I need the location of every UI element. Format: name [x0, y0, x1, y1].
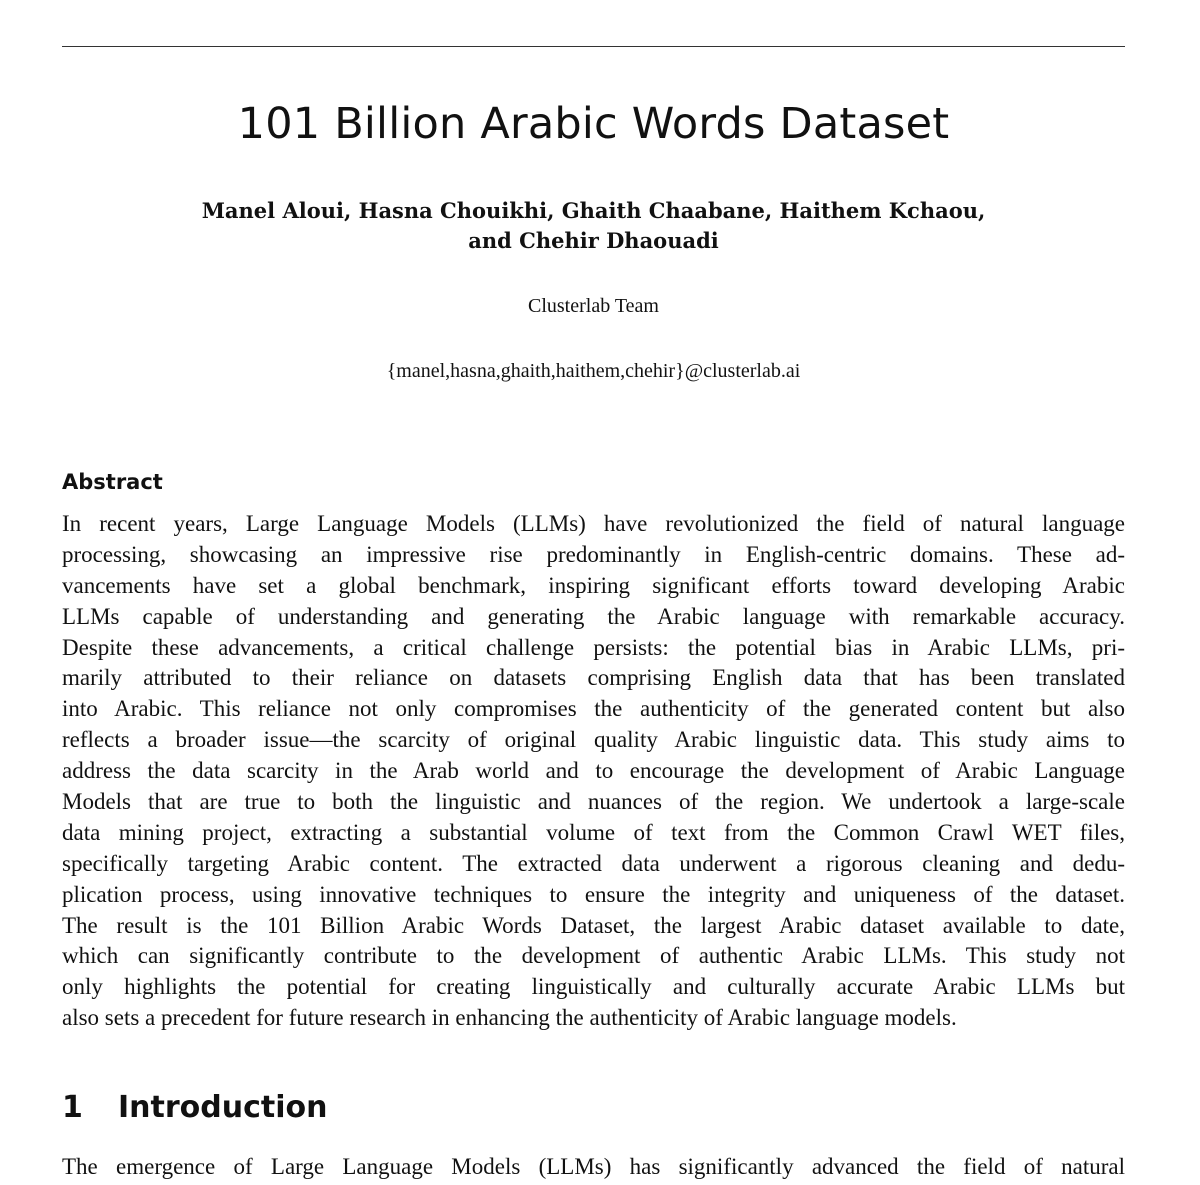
abstract-line: Models that are true to both the linguistic and nuances of the region. We undertook a large-scale: [62, 789, 1125, 815]
abstract-line: reflects a broader issue—the scarcity of original quality Arabic linguistic data. This study aims to: [62, 727, 1125, 753]
abstract-line: address the data scarcity in the Arab world and to encourage the development of Arabic Language: [62, 758, 1125, 784]
paper-title: 101 Billion Arabic Words Dataset: [237, 99, 950, 149]
abstract-line: specifically targeting Arabic content. The extracted data underwent a rigorous cleaning and dedu-: [62, 850, 1125, 876]
paper-page: [62, 0, 1125, 1185]
abstract-line: processing, showcasing an impressive rise predominantly in English-centric domains. These ad-: [62, 541, 1125, 567]
abstract-line: data mining project, extracting a substantial volume of text from the Common Crawl WET files,: [62, 819, 1125, 845]
abstract-line: only highlights the potential for creating linguistically and culturally accurate Arabic LLMs but: [62, 974, 1125, 1000]
abstract-line: plication process, using innovative techniques to ensure the integrity and uniqueness of the dataset.: [62, 881, 1125, 907]
introduction-line: The emergence of Large Language Models (LLMs) has significantly advanced the field of natural: [62, 1154, 1125, 1179]
top-rule: [62, 46, 1125, 47]
authors-line-2: and Chehir Dhaouadi: [468, 228, 719, 253]
abstract-line: marily attributed to their reliance on datasets comprising English data that has been translated: [62, 665, 1125, 691]
abstract-line: into Arabic. This reliance not only compromises the authenticity of the generated content but also: [62, 696, 1125, 722]
section-heading-introduction: [62, 1088, 327, 1128]
introduction-body: [62, 1152, 1125, 1183]
abstract-heading: Abstract: [62, 470, 163, 494]
section-number: 1: [62, 1090, 83, 1125]
authors-line-1: Manel Aloui, Hasna Chouikhi, Ghaith Chaabane, Haithem Kchaou,: [201, 198, 986, 223]
section-title: Introduction: [118, 1090, 328, 1125]
abstract-line: which can significantly contribute to the development of authentic Arabic LLMs. This study not: [62, 943, 1125, 969]
author-email: {manel,hasna,ghaith,haithem,chehir}@clusterlab.ai: [386, 360, 801, 382]
abstract-line: The result is the 101 Billion Arabic Words Dataset, the largest Arabic dataset available to date,: [62, 912, 1125, 938]
abstract-line: also sets a precedent for future research in enhancing the authenticity of Arabic language models.: [62, 1005, 957, 1031]
author-list: [62, 196, 1125, 256]
abstract-line: In recent years, Large Language Models (LLMs) have revolutionized the field of natural language: [62, 511, 1125, 536]
abstract-line: LLMs capable of understanding and generating the Arabic language with remarkable accuracy.: [62, 603, 1125, 629]
abstract-line: vancements have set a global benchmark, inspiring significant efforts toward developing Arabic: [62, 572, 1125, 598]
abstract-body: [62, 509, 1125, 1034]
abstract-line: Despite these advancements, a critical challenge persists: the potential bias in Arabic LLMs, pri-: [62, 634, 1125, 660]
affiliation: Clusterlab Team: [528, 295, 659, 317]
